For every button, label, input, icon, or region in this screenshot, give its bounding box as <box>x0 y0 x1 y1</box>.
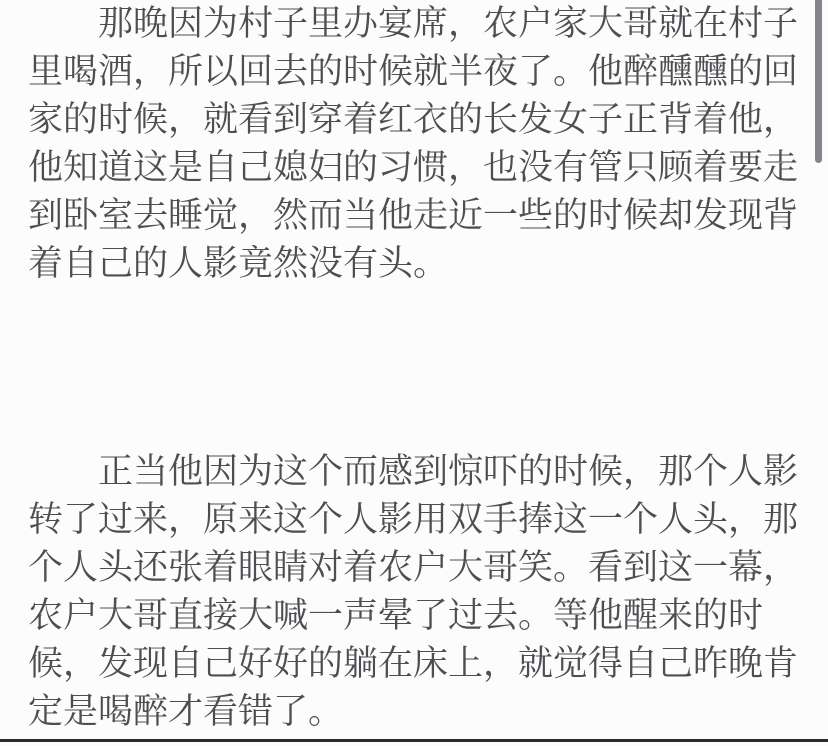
text-line: 个人头还张着眼睛对着农户大哥笑。看到这一幕， <box>28 548 799 587</box>
text-line: 他知道这是自己媳妇的习惯，也没有管只顾着要走 <box>28 148 799 187</box>
text-line: 农户大哥直接大喊一声晕了过去。等他醒来的时 <box>28 596 764 635</box>
text-line: 到卧室去睡觉，然而当他走近一些的时候却发现背 <box>28 196 799 235</box>
text-line: 那晚因为村子里办宴席，农户家大哥就在村子 <box>98 4 799 43</box>
text-line: 着自己的人影竟然没有头。 <box>28 244 449 283</box>
text-line: 里喝酒，所以回去的时候就半夜了。他醉醺醺的回 <box>28 52 799 91</box>
text-line: 转了过来，原来这个人影用双手捧这一个人头，那 <box>28 500 799 539</box>
bottom-divider <box>0 739 828 742</box>
text-line: 定是喝醉才看错了。 <box>28 692 344 731</box>
paragraph-2 <box>28 448 802 736</box>
text-line: 家的时候，就看到穿着红衣的长发女子正背着他， <box>28 100 799 139</box>
scrollbar-thumb[interactable] <box>815 0 822 163</box>
paragraph-1 <box>28 0 802 288</box>
text-line: 候，发现自己好好的躺在床上，就觉得自己昨晚肯 <box>28 644 799 683</box>
text-line: 正当他因为这个而感到惊吓的时候，那个人影 <box>98 452 799 491</box>
